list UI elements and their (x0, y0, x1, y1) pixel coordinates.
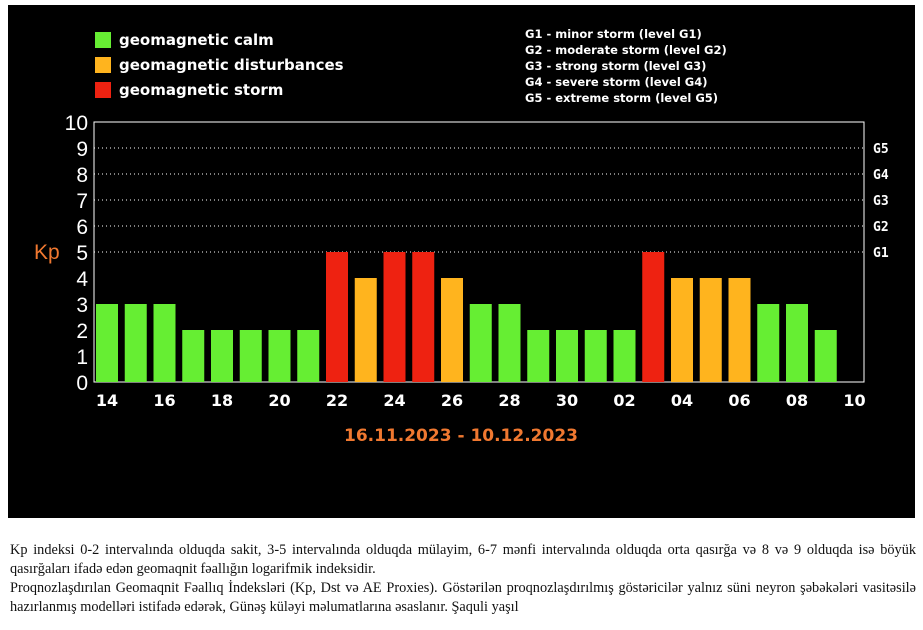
x-tick-label-14: 14 (95, 391, 119, 410)
y-tick-label-7: 7 (76, 190, 88, 213)
y-tick-label-2: 2 (76, 320, 88, 343)
legend-disturbance-label: geomagnetic disturbances (119, 56, 344, 74)
x-tick-label-30: 30 (555, 391, 579, 410)
y-tick-label-4: 4 (76, 268, 88, 291)
bar-11 (384, 252, 406, 382)
storm-level-g3: G3 - strong storm (level G3) (525, 59, 707, 73)
legend-storm-label: geomagnetic storm (119, 81, 284, 99)
bar-13 (441, 278, 463, 382)
bar-2 (125, 304, 147, 382)
bar-17 (556, 330, 578, 382)
right-axis-label-g2: G2 (873, 220, 889, 235)
storm-level-g1: G1 - minor storm (level G1) (525, 27, 702, 41)
y-tick-label-1: 1 (76, 346, 88, 369)
y-tick-label-9: 9 (76, 138, 88, 161)
x-tick-label-28: 28 (498, 391, 521, 410)
kp-bar-chart (8, 5, 915, 518)
bar-25 (786, 304, 808, 382)
x-tick-label-24: 24 (383, 391, 406, 410)
caption-paragraph-1: Kp indeksi 0-2 intervalında olduqda sakit, 3-5 intervalında olduqda mülayim, 6-7 mənfi intervalında olduqda orta qasırğa və 8 və 9 olduqda isə böyük qasırğaları ifadə edən geomaqnit fəallığın logarifmik indeksidir. (10, 542, 916, 577)
x-tick-label-02: 02 (613, 391, 636, 410)
x-tick-label-20: 20 (268, 391, 291, 410)
bar-12 (412, 252, 434, 382)
y-tick-label-10: 10 (64, 112, 88, 135)
x-tick-label-04: 04 (670, 391, 694, 410)
bar-3 (154, 304, 176, 382)
bar-8 (297, 330, 319, 382)
x-tick-label-26: 26 (440, 391, 464, 410)
x-tick-label-10: 10 (843, 391, 866, 410)
bar-21 (671, 278, 693, 382)
y-tick-label-6: 6 (76, 216, 88, 239)
y-tick-label-5: 5 (76, 242, 88, 265)
bar-9 (326, 252, 348, 382)
x-tick-label-18: 18 (210, 391, 234, 410)
bar-6 (240, 330, 262, 382)
bar-10 (355, 278, 377, 382)
caption (10, 541, 916, 617)
caption-paragraph-2: Proqnozlaşdırılan Geomaqnit Fəallıq İndeksləri (Kp, Dst və AE Proxies). Göstərilən proqnozlaşdırılmış göstəricilər yalnız süni neyron şəbəkələri vasitəsilə hazırlanmış modelləri istifadə edərək, Günəş küləyi məlumatlarına əsaslanır. Şaquli yaşıl (10, 580, 916, 615)
y-tick-label-0: 0 (76, 372, 88, 395)
y-tick-label-3: 3 (76, 294, 88, 317)
bar-16 (527, 330, 549, 382)
y-tick-label-8: 8 (76, 164, 88, 187)
bar-22 (700, 278, 722, 382)
bar-20 (642, 252, 664, 382)
bar-18 (585, 330, 607, 382)
bar-26 (815, 330, 837, 382)
legend-calm-label: geomagnetic calm (119, 31, 274, 49)
bar-7 (269, 330, 291, 382)
bar-5 (211, 330, 233, 382)
x-tick-label-16: 16 (153, 391, 176, 410)
bar-1 (96, 304, 118, 382)
storm-level-g5: G5 - extreme storm (level G5) (525, 91, 719, 105)
x-tick-label-22: 22 (325, 391, 349, 410)
y-axis-label: Kp (34, 241, 60, 264)
right-axis-label-g4: G4 (873, 168, 889, 183)
storm-level-g4: G4 - severe storm (level G4) (525, 75, 708, 89)
bar-23 (729, 278, 751, 382)
bar-24 (757, 304, 779, 382)
bar-14 (470, 304, 492, 382)
right-axis-label-g1: G1 (873, 246, 889, 261)
x-tick-label-08: 08 (785, 391, 809, 410)
right-axis-label-g5: G5 (873, 142, 889, 157)
right-axis-label-g3: G3 (873, 194, 889, 209)
x-tick-label-06: 06 (728, 391, 751, 410)
bar-4 (182, 330, 204, 382)
chart-panel (8, 5, 915, 518)
storm-level-g2: G2 - moderate storm (level G2) (525, 43, 727, 57)
bar-15 (499, 304, 521, 382)
bar-19 (614, 330, 636, 382)
date-range-label: 16.11.2023 - 10.12.2023 (344, 426, 578, 446)
